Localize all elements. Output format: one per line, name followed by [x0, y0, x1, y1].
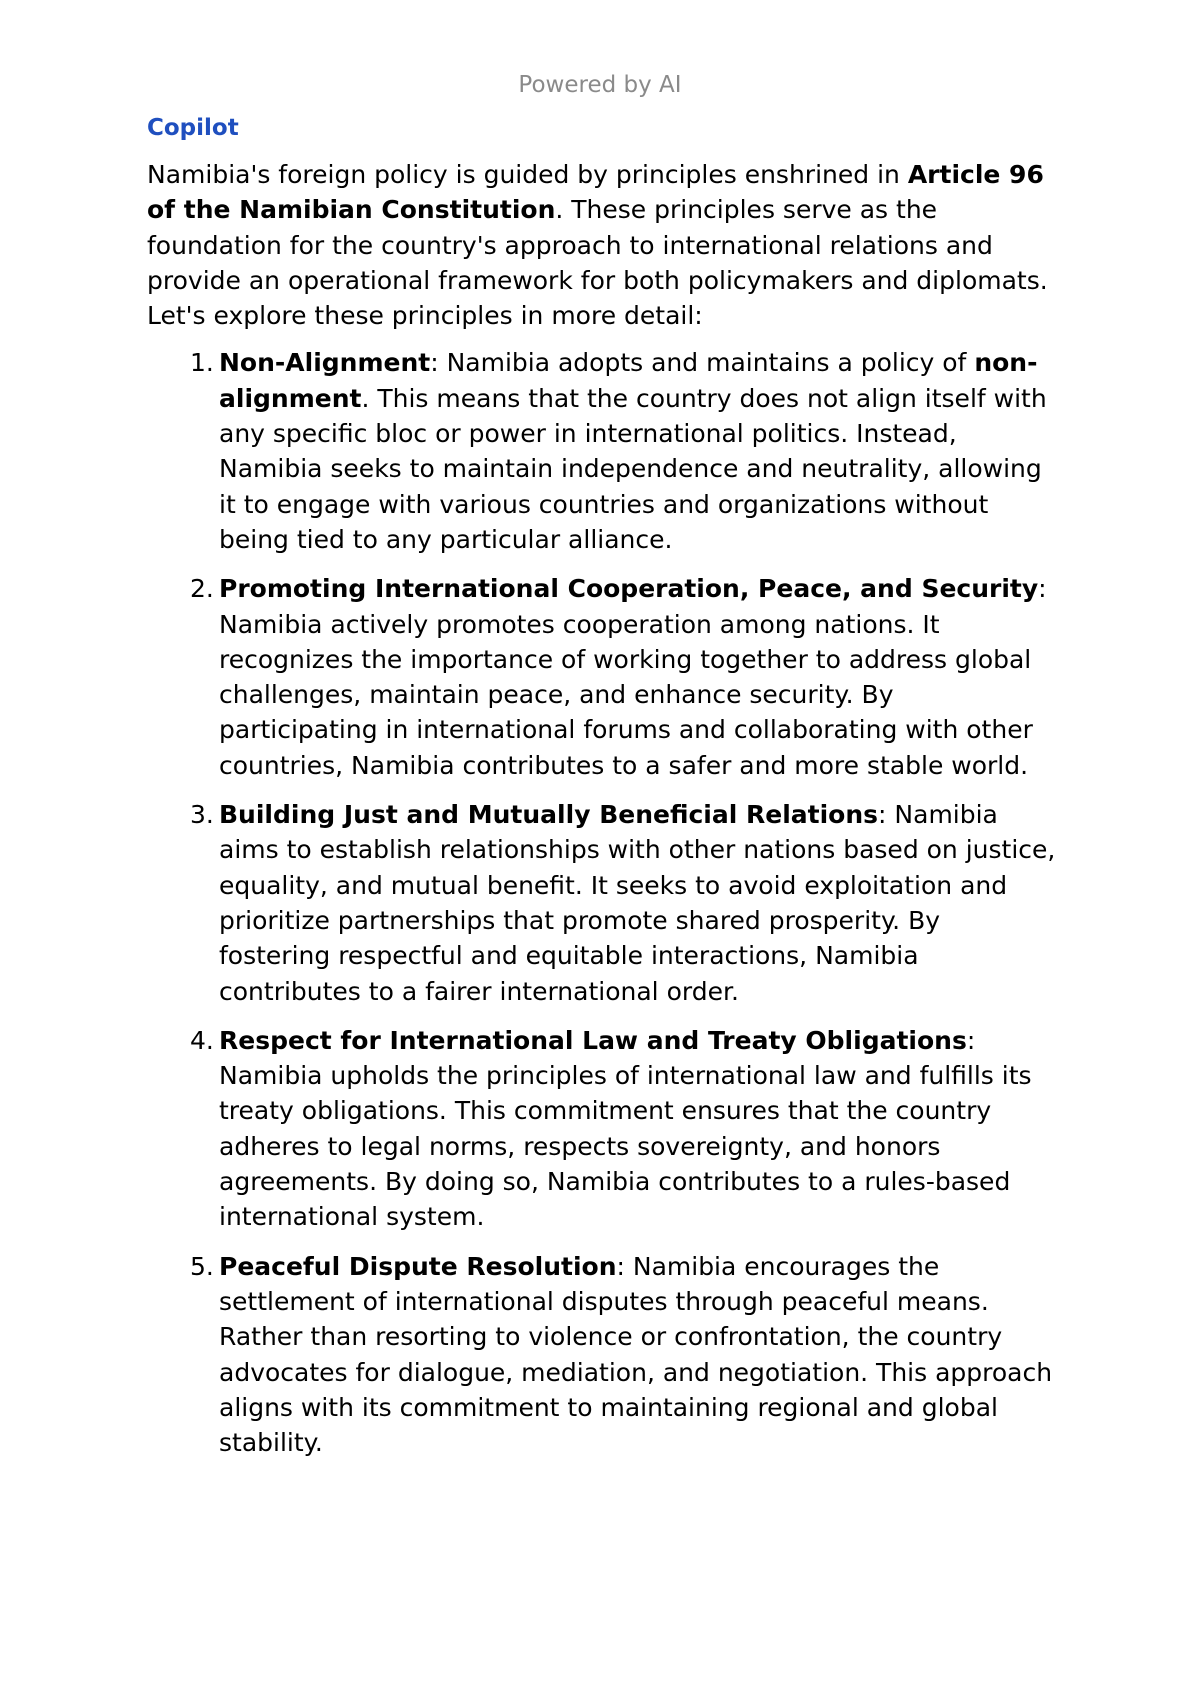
principle-title: Peaceful Dispute Resolution [219, 1251, 617, 1281]
list-number: 3. [190, 800, 214, 830]
list-number: 4. [190, 1025, 214, 1055]
intro-paragraph [147, 157, 1057, 333]
list-item [147, 1023, 1057, 1235]
list-item [147, 571, 1057, 783]
principle-text: : Namibia adopts and maintains a policy of [430, 348, 975, 378]
principle-title: Non-Alignment [219, 348, 431, 378]
powered-by-header: Powered by AI [518, 72, 682, 98]
list-item [147, 797, 1057, 1009]
principle-text: : Namibia aims to establish relationships with other nations based on justice, equality, and mutual benefit. It seeks to avoid exploitation and prioritize partnerships that promote shared prosperity. By fostering respectful and equitable interactions, Namibia contributes to a fairer international order. [219, 800, 1056, 1006]
principle-text: : Namibia actively promotes cooperation among nations. It recognizes the importance of working together to address global challenges, maintain peace, and enhance security. By participating in international forums and collaborating with other countries, Namibia contributes to a safer and more stable world. [219, 574, 1047, 780]
list-number: 1. [190, 348, 214, 378]
list-number: 5. [190, 1251, 214, 1281]
principle-bold-term: non-alignment [219, 348, 1038, 413]
intro-text-start: Namibia's foreign policy is guided by principles enshrined in [147, 160, 908, 189]
list-item [147, 1249, 1057, 1461]
list-number: 2. [190, 574, 214, 604]
copilot-label: Copilot [147, 115, 239, 141]
principles-list [147, 345, 1057, 1460]
principle-text: : Namibia encourages the settlement of international disputes through peaceful means. Rather than resorting to violence or confrontation, the country advocates for dialogue, mediation, and negotiation. This approach aligns with its commitment to maintaining regional and global stability. [219, 1251, 1053, 1458]
intro-text-end: . These principles serve as the foundation for the country's approach to international relations and provide an operational framework for both policymakers and diplomats. Let's explore these principles in more detail: [147, 195, 1048, 331]
principle-title: Promoting International Cooperation, Peace, and Security [219, 574, 1039, 604]
response-content [147, 157, 1057, 1474]
list-item [147, 345, 1057, 557]
principle-text-continued: . This means that the country does not align itself with any specific bloc or power in international politics. Instead, Namibia seeks to maintain independence and neutrality, allowing it to engage with various countries and organizations without being tied to any particular alliance. [219, 383, 1047, 554]
intro-bold-reference: Article 96 of the Namibian Constitution [147, 160, 1044, 225]
principle-title: Building Just and Mutually Beneficial Relations [219, 800, 879, 830]
principle-title: Respect for International Law and Treaty Obligations [219, 1025, 967, 1055]
principle-text: : Namibia upholds the principles of international law and fulfills its treaty obligations. This commitment ensures that the country adheres to legal norms, respects sovereignty, and honors agreements. By doing so, Namibia contributes to a rules-based international system. [219, 1025, 1032, 1232]
